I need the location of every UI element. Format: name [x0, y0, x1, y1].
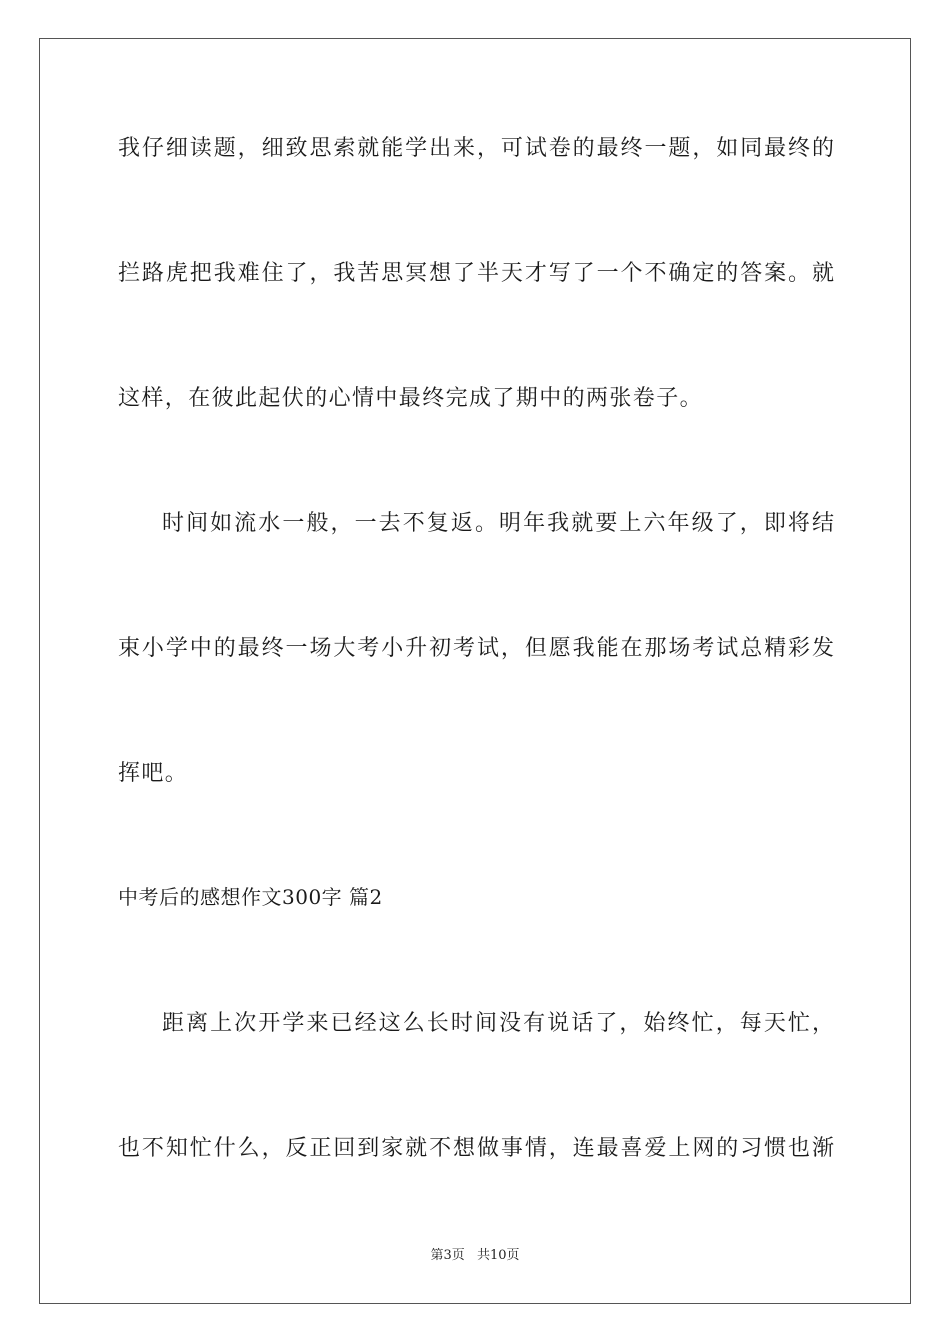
page-footer [0, 1246, 950, 1266]
body-line-2: 拦路虎把我难住了，我苦思冥想了半天才写了一个不确定的答案。就 [118, 261, 834, 286]
page-border [39, 38, 911, 1304]
body-line-4: 时间如流水一般，一去不复返。明年我就要上六年级了，即将结 [162, 511, 834, 536]
body-line-7: 距离上次开学来已经这么长时间没有说话了，始终忙，每天忙， [162, 1011, 834, 1036]
body-line-5: 束小学中的最终一场大考小升初考试，但愿我能在那场考试总精彩发 [118, 636, 834, 661]
page-number: 第3页 [430, 1248, 465, 1263]
section-heading: 中考后的感想作文300字 篇2 [118, 885, 383, 909]
body-line-6: 挥吧。 [118, 761, 189, 786]
body-line-8: 也不知忙什么，反正回到家就不想做事情，连最喜爱上网的习惯也渐 [118, 1136, 834, 1161]
body-line-1: 我仔细读题，细致思索就能学出来，可试卷的最终一题，如同最终的 [118, 136, 834, 161]
total-pages: 共10页 [476, 1248, 520, 1263]
body-line-3: 这样，在彼此起伏的心情中最终完成了期中的两张卷子。 [118, 386, 704, 411]
